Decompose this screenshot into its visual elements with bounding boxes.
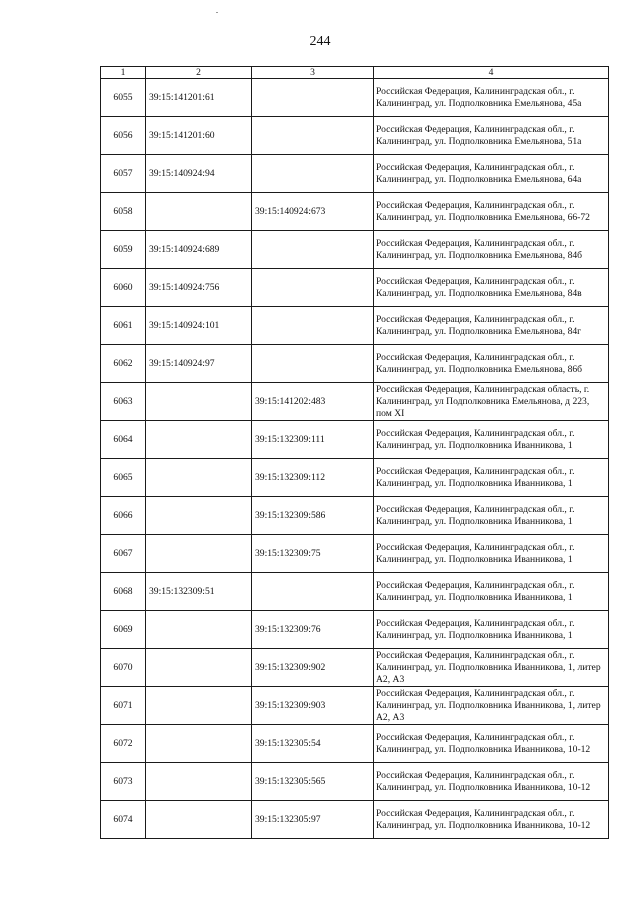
- cadastral-number-col2: [146, 535, 252, 573]
- cadastral-number-col2: 39:15:140924:689: [146, 231, 252, 269]
- cadastral-number-col3: 39:15:132309:111: [252, 421, 374, 459]
- column-header-3: 3: [252, 67, 374, 79]
- cadastral-number-col3: [252, 79, 374, 117]
- cadastral-number-col2: 39:15:140924:756: [146, 269, 252, 307]
- address: Российская Федерация, Калининградская обл., г. Калининград, ул. Подполковника Емельянова, 84в: [374, 269, 609, 307]
- table-row: [101, 497, 609, 535]
- table-row: [101, 155, 609, 193]
- address: Российская Федерация, Калининградская обл., г. Калининград, ул. Подполковника Иванникова, 10-12: [374, 725, 609, 763]
- row-number: 6058: [101, 193, 146, 231]
- address: Российская Федерация, Калининградская область, г. Калининград, ул Подполковника Емельянова, д 223, пом XI: [374, 383, 609, 421]
- cadastral-number-col3: [252, 307, 374, 345]
- cadastral-number-col3: 39:15:141202:483: [252, 383, 374, 421]
- cadastral-number-col2: [146, 801, 252, 839]
- address: Российская Федерация, Калининградская обл., г. Калининград, ул. Подполковника Емельянова, 66-72: [374, 193, 609, 231]
- table-row: [101, 193, 609, 231]
- cadastral-number-col2: 39:15:140924:97: [146, 345, 252, 383]
- table-row: [101, 383, 609, 421]
- cadastral-number-col2: [146, 193, 252, 231]
- cadastral-number-col3: [252, 573, 374, 611]
- cadastral-number-col2: [146, 421, 252, 459]
- address: Российская Федерация, Калининградская обл., г. Калининград, ул. Подполковника Иванникова, 10-12: [374, 763, 609, 801]
- table-row: [101, 611, 609, 649]
- address: Российская Федерация, Калининградская обл., г. Калининград, ул. Подполковника Емельянова, 45а: [374, 79, 609, 117]
- table-row: [101, 117, 609, 155]
- row-number: 6063: [101, 383, 146, 421]
- cadastral-number-col2: [146, 383, 252, 421]
- table-row: [101, 801, 609, 839]
- cadastral-number-col2: [146, 497, 252, 535]
- table-row: [101, 79, 609, 117]
- cadastral-number-col3: 39:15:132309:903: [252, 687, 374, 725]
- table-row: [101, 535, 609, 573]
- row-number: 6065: [101, 459, 146, 497]
- table-row: [101, 307, 609, 345]
- cadastral-number-col2: 39:15:132309:51: [146, 573, 252, 611]
- address: Российская Федерация, Калининградская обл., г. Калининград, ул. Подполковника Емельянова, 84б: [374, 231, 609, 269]
- cadastral-number-col3: 39:15:132309:75: [252, 535, 374, 573]
- cadastral-number-col3: 39:15:132309:902: [252, 649, 374, 687]
- address: Российская Федерация, Калининградская обл., г. Калининград, ул. Подполковника Емельянова, 64а: [374, 155, 609, 193]
- cadastral-number-col3: [252, 345, 374, 383]
- address: Российская Федерация, Калининградская обл., г. Калининград, ул. Подполковника Иванникова, 1: [374, 573, 609, 611]
- row-number: 6068: [101, 573, 146, 611]
- cadastral-number-col3: 39:15:132305:565: [252, 763, 374, 801]
- address: Российская Федерация, Калининградская обл., г. Калининград, ул. Подполковника Иванникова, 10-12: [374, 801, 609, 839]
- address: Российская Федерация, Калининградская обл., г. Калининград, ул. Подполковника Иванникова, 1: [374, 459, 609, 497]
- cadastral-number-col3: 39:15:132305:54: [252, 725, 374, 763]
- cadastral-number-col2: [146, 725, 252, 763]
- address: Российская Федерация, Калининградская обл., г. Калининград, ул. Подполковника Иванникова, 1: [374, 535, 609, 573]
- table-row: [101, 231, 609, 269]
- column-header-4: 4: [374, 67, 609, 79]
- cadastral-number-col2: [146, 611, 252, 649]
- row-number: 6062: [101, 345, 146, 383]
- table-row: [101, 725, 609, 763]
- cadastral-number-col3: 39:15:132309:586: [252, 497, 374, 535]
- scan-speck: [216, 12, 218, 13]
- row-number: 6057: [101, 155, 146, 193]
- address: Российская Федерация, Калининградская обл., г. Калининград, ул. Подполковника Иванникова, 1, литер А2, А3: [374, 649, 609, 687]
- cadastral-number-col2: [146, 459, 252, 497]
- row-number: 6069: [101, 611, 146, 649]
- cadastral-number-col3: [252, 117, 374, 155]
- cadastral-number-col3: [252, 231, 374, 269]
- cadastral-number-col3: [252, 269, 374, 307]
- cadastral-number-col2: 39:15:141201:60: [146, 117, 252, 155]
- table-row: [101, 687, 609, 725]
- address: Российская Федерация, Калининградская обл., г. Калининград, ул. Подполковника Емельянова, 84г: [374, 307, 609, 345]
- address: Российская Федерация, Калининградская обл., г. Калининград, ул. Подполковника Емельянова, 86б: [374, 345, 609, 383]
- row-number: 6073: [101, 763, 146, 801]
- cadastral-number-col3: 39:15:132309:76: [252, 611, 374, 649]
- cadastral-number-col2: 39:15:141201:61: [146, 79, 252, 117]
- row-number: 6071: [101, 687, 146, 725]
- cadastral-number-col3: 39:15:132305:97: [252, 801, 374, 839]
- row-number: 6060: [101, 269, 146, 307]
- table-row: [101, 269, 609, 307]
- address: Российская Федерация, Калининградская обл., г. Калининград, ул. Подполковника Емельянова, 51а: [374, 117, 609, 155]
- row-number: 6074: [101, 801, 146, 839]
- cadastral-number-col2: 39:15:140924:101: [146, 307, 252, 345]
- cadastral-number-col2: [146, 763, 252, 801]
- cadastral-number-col3: 39:15:132309:112: [252, 459, 374, 497]
- cadastral-number-col3: 39:15:140924:673: [252, 193, 374, 231]
- cadastral-number-col2: [146, 687, 252, 725]
- address: Российская Федерация, Калининградская обл., г. Калининград, ул. Подполковника Иванникова, 1: [374, 497, 609, 535]
- address: Российская Федерация, Калининградская обл., г. Калининград, ул. Подполковника Иванникова, 1: [374, 421, 609, 459]
- address: Российская Федерация, Калининградская обл., г. Калининград, ул. Подполковника Иванникова, 1, литер А2, А3: [374, 687, 609, 725]
- table-row: [101, 763, 609, 801]
- row-number: 6055: [101, 79, 146, 117]
- cadastral-number-col2: [146, 649, 252, 687]
- header-row: [101, 67, 609, 79]
- row-number: 6070: [101, 649, 146, 687]
- row-number: 6067: [101, 535, 146, 573]
- page-number: 244: [309, 34, 331, 49]
- table-row: [101, 459, 609, 497]
- address: Российская Федерация, Калининградская обл., г. Калининград, ул. Подполковника Иванникова, 1: [374, 611, 609, 649]
- column-header-2: 2: [146, 67, 252, 79]
- row-number: 6066: [101, 497, 146, 535]
- row-number: 6064: [101, 421, 146, 459]
- row-number: 6072: [101, 725, 146, 763]
- row-number: 6059: [101, 231, 146, 269]
- table-row: [101, 345, 609, 383]
- row-number: 6056: [101, 117, 146, 155]
- table-row: [101, 573, 609, 611]
- table-row: [101, 649, 609, 687]
- row-number: 6061: [101, 307, 146, 345]
- cadastral-number-col2: 39:15:140924:94: [146, 155, 252, 193]
- registry-table: [100, 66, 609, 839]
- column-header-1: 1: [101, 67, 146, 79]
- table-row: [101, 421, 609, 459]
- cadastral-number-col3: [252, 155, 374, 193]
